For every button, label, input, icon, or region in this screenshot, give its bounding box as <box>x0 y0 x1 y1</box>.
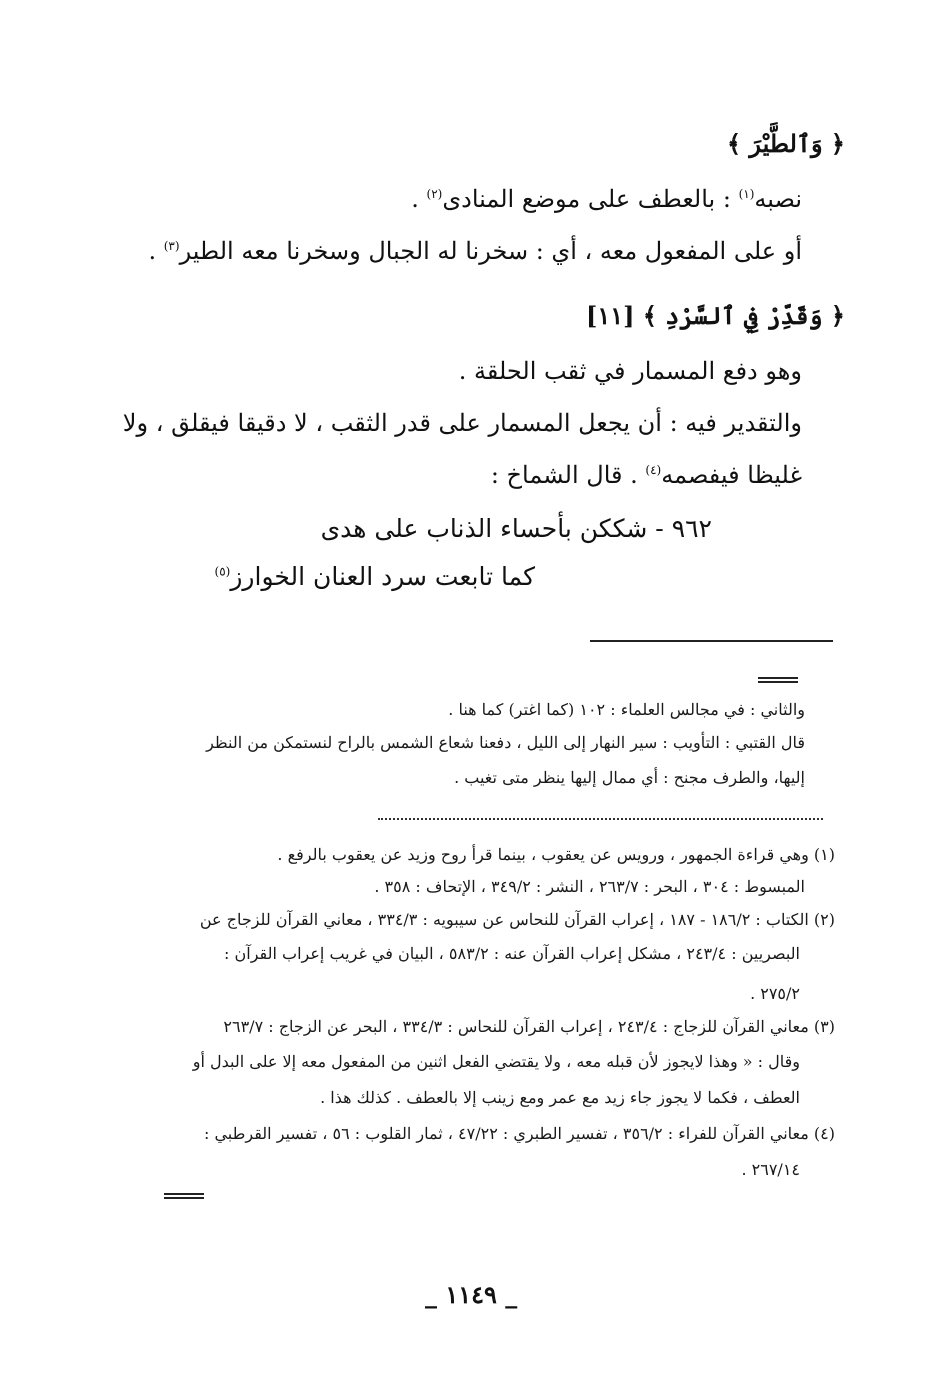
page-number: _ ١١٤٩ _ <box>425 1280 518 1309</box>
quran-heading-sard: ﴿ وَقَدِّرْ فِي ٱلسَّرْدِ ﴾ [١١] <box>585 301 845 330</box>
footnote-2: (٢) الكتاب : ١٨٦/٢ - ١٨٧ ، إعراب القرآن للنحاس عن سيبويه : ٣٣٤/٣ ، معاني القرآن للزجاج عن <box>199 910 835 929</box>
line-text: : بالعطف على موضع المنادى <box>442 185 731 213</box>
poem-verse-2 <box>215 562 535 591</box>
line-text: أو على المفعول معه ، أي : سخرنا له الجبال وسخرنا معه الطير <box>179 237 802 265</box>
footnote-3-cont2: العطف ، فكما لا يجوز جاء زيد مع عمر ومع زينب إلا بالعطف . كذلك هذا . <box>320 1088 800 1107</box>
line-text: . قال الشماخ : <box>490 461 638 489</box>
note-upper-1: والثاني : في مجالس العلماء : ١٠٢ (كما اغتر) كما هنا . <box>448 700 805 719</box>
separator-line <box>590 640 833 642</box>
footnote-ref-2: (٢) <box>426 187 443 201</box>
double-rule-bottom <box>164 1193 204 1199</box>
line-end: . <box>148 237 157 265</box>
footnote-ref-4: (٤) <box>645 463 662 477</box>
line-text: غليظا فيفصمه <box>661 461 802 489</box>
line-maful-maah <box>148 236 802 267</box>
line-ghaliz <box>491 460 802 491</box>
footnote-1: (١) وهي قراءة الجمهور ، ورويس عن يعقوب ، بينما قرأ روح وزيد عن يعقوب بالرفع . <box>277 845 835 864</box>
footnote-4-cont: ٢٦٧/١٤ . <box>741 1160 800 1179</box>
line-nasbuh <box>411 184 802 215</box>
poem-verse-1: ٩٦٢ - شككن بأحساء الذناب على هدى <box>320 514 712 543</box>
footnote-ref-3: (٣) <box>163 239 180 253</box>
footnote-2-cont: البصريين : ٢٤٣/٤ ، مشكل إعراب القرآن عنه : ٥٨٣/٢ ، البيان في غريب إعراب القرآن : <box>224 944 800 963</box>
footnote-3: (٣) معاني القرآن للزجاج : ٢٤٣/٤ ، إعراب القرآن للنحاس : ٣٣٤/٣ ، البحر عن الزجاج : ٢٦٣/٧ <box>223 1017 835 1036</box>
footnote-ref-1: (١) <box>738 187 755 201</box>
footnote-3-cont: وقال : « وهذا لايجوز لأن قبله معه ، ولا يقتضي الفعل اثنين من المفعول معه إلا على البدل أو <box>192 1052 800 1071</box>
line-text: نصبه <box>754 185 802 213</box>
footnote-4: (٤) معاني القرآن للفراء : ٣٥٦/٢ ، تفسير الطبري : ٤٧/٢٢ ، ثمار القلوب : ٥٦ ، تفسير القرطبي : <box>203 1124 835 1143</box>
line-end: . <box>411 185 419 213</box>
dotted-separator <box>378 818 823 820</box>
footnote-ref-5: (٥) <box>214 564 231 579</box>
line-taqdir: والتقدير فيه : أن يجعل المسمار على قدر الثقب ، لا دقيقا فيقلق ، ولا <box>122 409 802 437</box>
footnote-2-cont2: ٢٧٥/٢ . <box>750 984 800 1003</box>
line-dafa-mismar: وهو دفع المسمار في ثقب الحلقة . <box>458 357 802 385</box>
note-upper-3: إليها، والطرف مجنح : أي ممال إليها ينظر متى تغيب . <box>454 768 805 787</box>
quran-heading-tayr: ﴿ وَٱلطَّيْرَ ﴾ <box>727 129 845 158</box>
double-rule-top <box>758 677 798 683</box>
verse-text: كما تابعت سرد العنان الخوارز <box>230 562 535 591</box>
footnote-1-cont: المبسوط : ٣٠٤ ، البحر : ٢٦٣/٧ ، النشر : ٣٤٩/٢ ، الإتحاف : ٣٥٨ . <box>374 877 805 896</box>
note-upper-2: قال القتبي : التأويب : سير النهار إلى الليل ، دفعنا شعاع الشمس بالراح لنستمكن من النظر <box>206 733 805 752</box>
